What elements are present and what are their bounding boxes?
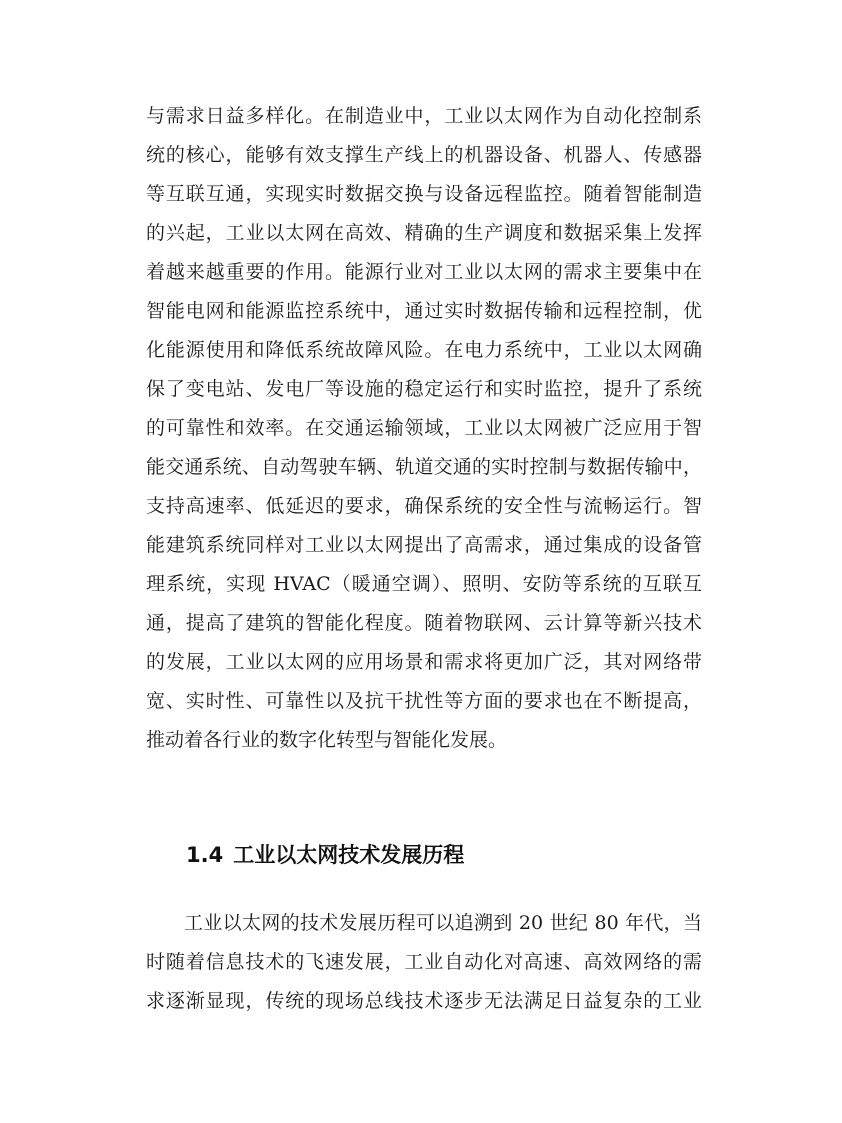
paragraph-line: 能建筑系统同样对工业以太网提出了高需求，通过集成的设备管 — [146, 534, 702, 556]
paragraph-line: 的发展，工业以太网的应用场景和需求将更加广泛，其对网络带 — [146, 651, 702, 673]
paragraph-line: 着越来越重要的作用。能源行业对工业以太网的需求主要集中在 — [146, 261, 702, 283]
section-heading — [186, 842, 464, 868]
paragraph-line: 统的核心，能够有效支撑生产线上的机器设备、机器人、传感器 — [146, 144, 702, 166]
paragraph-line: 的可靠性和效率。在交通运输领域，工业以太网被广泛应用于智 — [146, 417, 702, 439]
paragraph-line: 能交通系统、自动驾驶车辆、轨道交通的实时控制与数据传输中， — [146, 456, 702, 478]
paragraph-line: 与需求日益多样化。在制造业中，工业以太网作为自动化控制系 — [146, 105, 702, 127]
paragraph-line: 求逐渐显现，传统的现场总线技术逐步无法满足日益复杂的工业 — [146, 990, 702, 1012]
paragraph-line: 化能源使用和降低系统故障风险。在电力系统中，工业以太网确 — [146, 339, 702, 361]
paragraph-line: 保了变电站、发电厂等设施的稳定运行和实时监控，提升了系统 — [146, 378, 702, 400]
paragraph-line: 的兴起，工业以太网在高效、精确的生产调度和数据采集上发挥 — [146, 222, 702, 244]
paragraph-line: 工业以太网的技术发展历程可以追溯到 20 世纪 80 年代，当 — [184, 912, 702, 934]
section-number: 1.4 — [186, 843, 224, 867]
paragraph-line: 支持高速率、低延迟的要求，确保系统的安全性与流畅运行。智 — [146, 495, 702, 517]
paragraph-line: 理系统，实现 HVAC（暖通空调）、照明、安防等系统的互联互 — [146, 573, 702, 595]
paragraph-line: 智能电网和能源监控系统中，通过实时数据传输和远程控制，优 — [146, 300, 702, 322]
paragraph-line: 等互联互通，实现实时数据交换与设备远程监控。随着智能制造 — [146, 183, 702, 205]
paragraph-line: 推动着各行业的数字化转型与智能化发展。 — [146, 729, 508, 751]
section-title: 工业以太网技术发展历程 — [233, 843, 465, 867]
paragraph-line: 通，提高了建筑的智能化程度。随着物联网、云计算等新兴技术 — [146, 612, 702, 634]
paragraph-line: 时随着信息技术的飞速发展，工业自动化对高速、高效网络的需 — [146, 951, 702, 973]
paragraph-line: 宽、实时性、可靠性以及抗干扰性等方面的要求也在不断提高， — [146, 690, 702, 712]
